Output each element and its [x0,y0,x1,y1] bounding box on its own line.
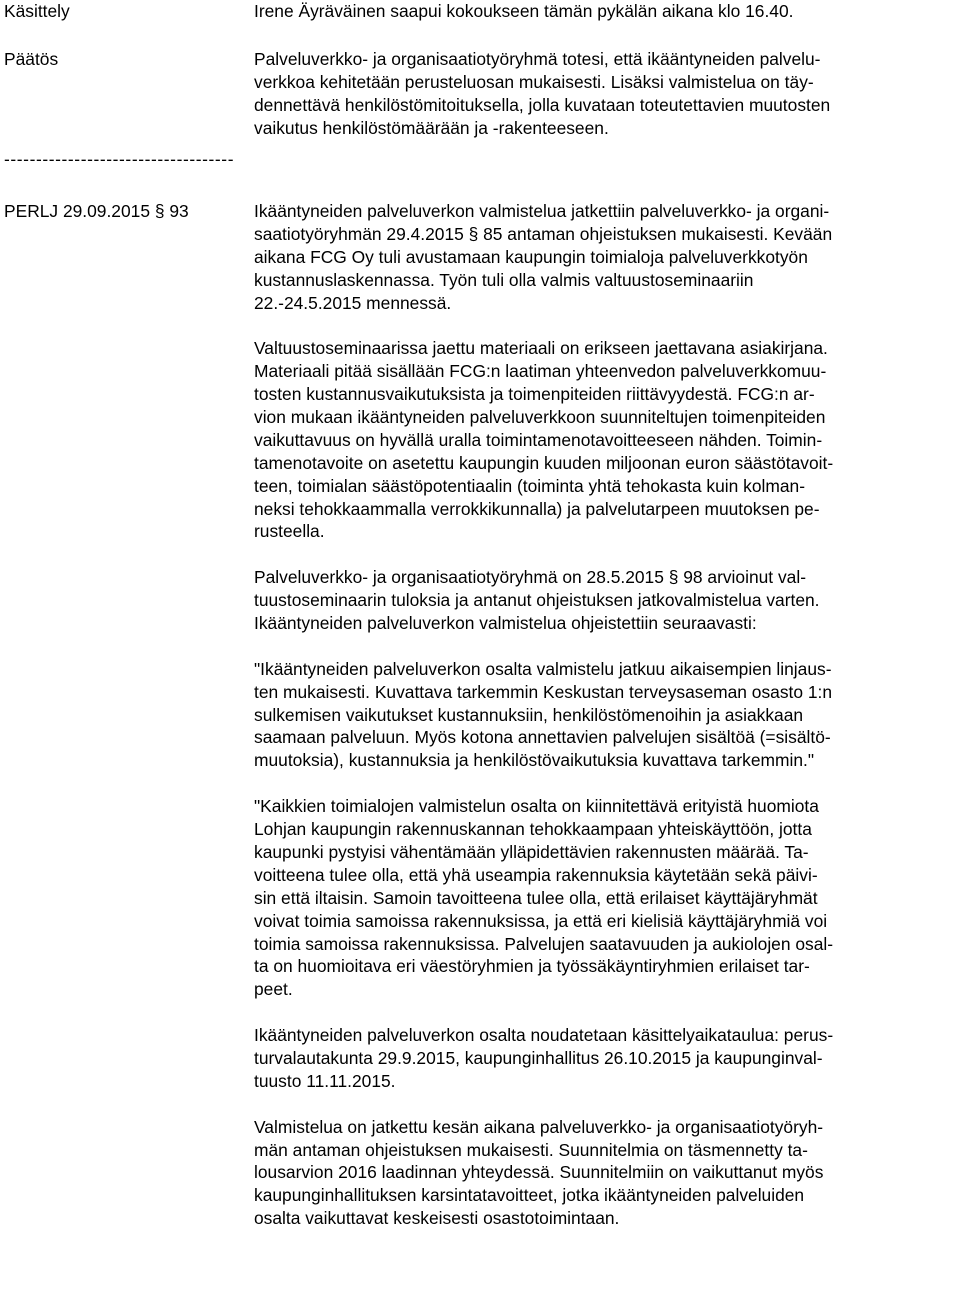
paragraph-line: Valtuustoseminaarissa jaettu materiaali on erikseen jaettavana asiakirjana. [254,338,828,359]
paragraph [254,200,958,314]
paragraph-line: neksi tehokkaammalla verrokkikunnalla) ja palvelutarpeen muutoksen pe- [254,498,820,519]
paragraph-line: muutoksia), kustannuksia ja henkilöstövaikutuksia kuvattava tarkemmin." [254,750,815,771]
paragraph-line: "Ikääntyneiden palveluverkon osalta valmistelu jatkuu aikaisempien linjaus- [254,658,832,679]
paatos-text [254,48,958,140]
paragraph-line: teen, toimialan säästöpotentiaalin (toiminta yhtä tehokasta kuin kolman- [254,475,806,496]
paragraph-line: kaupunginhallituksen karsintatavoitteet, jotka ikääntyneiden palveluiden [254,1185,805,1206]
paragraph-line: peet. [254,979,293,1000]
paragraph-line: ta on huomioitava eri väestöryhmien ja työssäkäyntiryhmien erilaiset tar- [254,956,810,977]
paatos-line: Palveluverkko- ja organisaatiotyöryhmä totesi, että ikääntyneiden palvelu- [254,49,821,69]
paragraph-gap [254,314,958,337]
paatos-line: dennettävä henkilöstömitoituksella, jolla kuvataan toteutettavien muutosten [254,94,831,115]
paragraph-line: "Kaikkien toimialojen valmistelun osalta on kiinnitettävä erityistä huomiota [254,796,819,817]
paragraph-line: vion mukaan ikääntyneiden palveluverkkoon suunniteltujen toimenpiteiden [254,407,826,428]
paragraph-line: Valmistelua on jatkettu kesän aikana palveluverkko- ja organisaatiotyöryh- [254,1116,824,1137]
paatos-line: vaikutus henkilöstömäärään ja -rakenteeseen. [254,117,609,138]
paragraph-line: tamenotavoite on asetettu kaupungin kuuden miljoonan euron säästötavoit- [254,452,834,473]
paragraph-line: Ikääntyneiden palveluverkon valmistelua ohjeistettiin seuraavasti: [254,613,757,634]
paragraph-line: Palveluverkko- ja organisaatiotyöryhmä on 28.5.2015 § 98 arvioinut val- [254,567,806,588]
paragraph [254,1116,958,1230]
paragraph-line: kustannuslaskennassa. Työn tuli olla valmis valtuustoseminaariin [254,269,754,290]
paragraph-line: tuustoseminaarin tuloksia ja antanut ohjeistuksen jatkovalmistelua varten. [254,590,820,611]
quote-paragraph [254,658,958,772]
kasittely-label: Käsittely [4,1,70,21]
paatos-label: Päätös [4,49,59,69]
paragraph-line: sulkemisen vaikutukset kustannuksiin, henkilöstömenoihin ja asiakkaan [254,704,804,725]
paragraph-line: osalta vaikuttavat keskeisesti osastotoimintaan. [254,1208,620,1229]
paragraph-line: vaikuttavuus on hyvällä uralla toimintamenotavoitteeseen nähden. Toimin- [254,429,823,450]
paragraph-line: män antaman ohjeistuksen mukaisesti. Suunnitelmia on täsmennetty ta- [254,1139,808,1160]
paragraph-gap [254,543,958,566]
paragraph-line: Ikääntyneiden palveluverkon osalta noudatetaan käsittelyaikataulua: perus- [254,1025,834,1046]
paragraph-gap [254,772,958,795]
section-divider: ------------------------------------ [4,149,235,169]
kasittely-line: Irene Äyräväinen saapui kokoukseen tämän pykälän aikana klo 16.40. [254,1,794,21]
paragraph-gap [254,635,958,658]
kasittely-text [254,0,958,23]
paragraph-line: ten mukaisesti. Kuvattava tarkemmin Keskustan terveysaseman osasto 1:n [254,681,833,702]
paragraph-line: sin että iltaisin. Samoin tavoitteena tulee olla, että erilaiset käyttäjäryhmät [254,887,818,908]
perlj-label: PERLJ 29.09.2015 § 93 [4,201,189,221]
perlj-body [254,200,958,1230]
paragraph-line: turvalautakunta 29.9.2015, kaupunginhallitus 26.10.2015 ja kaupunginval- [254,1047,823,1068]
paragraph [254,337,958,543]
paragraph-line: 22.-24.5.2015 mennessä. [254,292,452,313]
paragraph-line: kaupunki pystyisi vähentämään ylläpidettävien rakennusten määrää. Ta- [254,841,809,862]
paragraph-line: toimia samoissa rakennuksissa. Palvelujen saatavuuden ja aukiolojen osal- [254,933,834,954]
paragraph-line: tuusto 11.11.2015. [254,1070,396,1091]
paragraph-line: saamaan palveluun. Myös kotona annettavien palvelujen sisältöä (=sisältö- [254,727,831,748]
paragraph-gap [254,1093,958,1116]
paragraph-gap [254,1001,958,1024]
paragraph-line: saatiotyöryhmän 29.4.2015 § 85 antaman ohjeistuksen mukaisesti. Kevään [254,223,833,244]
paragraph-line: Materiaali pitää sisällään FCG:n laatiman yhteenvedon palveluverkkomuu- [254,361,827,382]
paragraph-line: aikana FCG Oy tuli avustamaan kaupungin toimialoja palveluverkkotyön [254,246,808,267]
paragraph-line: tosten kustannusvaikutuksista ja toimenpiteiden riittävyydestä. FCG:n ar- [254,384,815,405]
paragraph [254,1024,958,1093]
paragraph-line: rusteella. [254,521,325,542]
paatos-line: verkkoa kehitetään perusteluosan mukaisesti. Lisäksi valmistelua on täy- [254,71,814,92]
paragraph-line: lousarvion 2016 laadinnan yhteydessä. Suunnitelmiin on vaikuttanut myös [254,1162,824,1183]
quote-paragraph [254,795,958,1001]
paragraph [254,566,958,635]
paragraph-line: Ikääntyneiden palveluverkon valmistelua jatkettiin palveluverkko- ja organi- [254,201,830,221]
paragraph-line: voitteena tulee olla, että yhä useampia rakennuksia käytetään sekä päivi- [254,864,818,885]
paragraph-line: Lohjan kaupungin rakennuskannan tehokkaampaan yhteiskäyttöön, jotta [254,819,812,840]
paragraph-line: voivat toimia samoissa rakennuksissa, ja että eri kielisiä käyttäjäryhmiä voi [254,910,828,931]
